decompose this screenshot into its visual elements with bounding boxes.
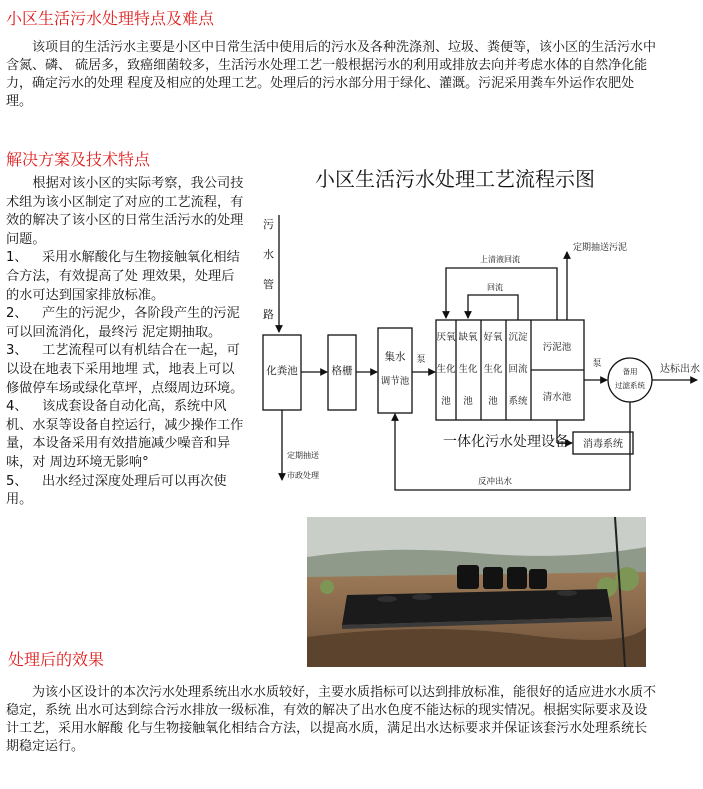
process-flow-diagram	[255, 160, 700, 505]
filter-system-circle	[608, 358, 652, 402]
aerobic-label-1: 好氧	[483, 332, 503, 343]
pump-1-label: 泵	[416, 355, 426, 365]
anoxic-label-3: 池	[463, 396, 473, 407]
filter-label-1: 备用	[622, 367, 638, 376]
reflux-line	[468, 295, 518, 320]
sludge-out-label: 定期抽送污泥	[573, 243, 628, 253]
diagram-title: 小区生活污水处理工艺流程示图	[315, 167, 595, 191]
municipal-label-2: 市政处理	[287, 471, 319, 480]
effect-paragraph: 为该小区设计的本次污水处理系统出水水质较好，主要水质指标可以达到排放标准，能很好的适应进水水质不稳定，系统 出水可达到综合污水排放一级标准，有效的解决了出水色度不能达标的现实情况。根据实际要求及设计工艺，采用水解酸 化与生物接触氧化相结合方法，以提高水质，满足出水达标要求并保证该套污水处理系统长期稳定运行。	[6, 685, 657, 754]
section-heading-characteristics: 小区生活污水处理特点及难点	[6, 9, 215, 28]
section-heading-solution: 解决方案及技术特点	[6, 150, 151, 169]
solution-item-2: 2、 产生的污泥少，各阶段产生的污泥可以回流消化，最终污 泥定期抽取。	[6, 306, 240, 340]
collection-tank-box	[378, 328, 412, 413]
solution-item-4: 4、 该成套设备自动化高，系统中风机、水泵等设备自控运行，减少操作工作量，本设备采用有效措施减少噪音和异味，对 周边环境无影响°	[6, 399, 244, 470]
solution-intro: 根据对该小区的实际考察，我公司技术组为该小区制定了对应的工艺流程，有效的解决了该小区的日常生活污水的处理 问题。	[6, 176, 244, 247]
integrated-equipment-label: 一体化污水处理设备	[443, 434, 569, 450]
anoxic-label-1: 缺氧	[458, 332, 478, 343]
sewage-pipe-label-2: 水	[263, 248, 274, 261]
aerobic-label-3: 池	[488, 396, 498, 407]
sewage-pipe-label-3: 管	[263, 278, 274, 291]
solution-text-column	[6, 175, 246, 510]
effluent-label: 达标出水	[660, 364, 700, 375]
filter-label-2: 过滤系统	[615, 381, 645, 390]
installation-photo	[307, 517, 646, 667]
aerobic-label-2: 生化	[483, 364, 503, 375]
collection-label-1: 集水	[384, 351, 406, 363]
sewage-pipe-label-4: 路	[263, 308, 274, 321]
sewage-pipe-label-1: 污	[263, 218, 274, 231]
septic-tank-label: 化粪池	[266, 365, 298, 377]
clear-water-tank-label: 清水池	[542, 392, 572, 403]
supernatant-reflux-label: 上清液回流	[480, 255, 520, 264]
solution-item-1: 1、 采用水解酸化与生物接触氧化相结合方法，有效提高了处 理效果，处理后的水可达到国家排放标准。	[6, 250, 240, 303]
municipal-label-1: 定期抽送	[287, 451, 319, 460]
solution-item-5: 5、 出水经过深度处理后可以再次使用。	[6, 473, 227, 508]
anaerobic-label-2: 生化	[436, 364, 456, 375]
anaerobic-label-3: 池	[441, 396, 451, 407]
settling-label-1: 沉淀	[508, 332, 528, 343]
pump-2-label: 泵	[592, 359, 602, 369]
anaerobic-label-1: 厌氧	[436, 332, 456, 343]
characteristics-paragraph: 该项目的生活污水主要是小区中日常生活中使用后的污水及各种洗涤剂、垃圾、粪便等，该小区的生活污水中含氮、磷、 硫居多，致癌细菌较多，生活污水处理工艺一般根据污水的利用或排放去向并考虑水体的自然净化能力，确定污水的处理 程度及相应的处理工艺。处理后的污水部分用于绿化、灌溉。污泥采用粪车外运作农肥处理。	[6, 40, 657, 109]
solution-item-3: 3、 工艺流程可以有机结合在一起，可以设在地表下采用地埋 式，地表上可以修做停车场或绿化草坪，点缀周边环境。	[6, 343, 244, 396]
collection-label-2: 调节池	[380, 376, 410, 387]
anoxic-label-2: 生化	[458, 364, 478, 375]
section-heading-effect: 处理后的效果	[8, 650, 105, 669]
settling-label-2: 回流	[508, 364, 528, 375]
reflux-label: 回流	[487, 283, 503, 292]
sludge-tank-label: 污泥池	[542, 342, 572, 353]
supernatant-reflux-line	[446, 268, 557, 320]
backwash-label: 反冲出水	[477, 477, 513, 487]
settling-label-3: 系统	[508, 396, 528, 407]
disinfection-label: 消毒系统	[583, 439, 623, 450]
grille-label: 格栅	[331, 365, 353, 377]
